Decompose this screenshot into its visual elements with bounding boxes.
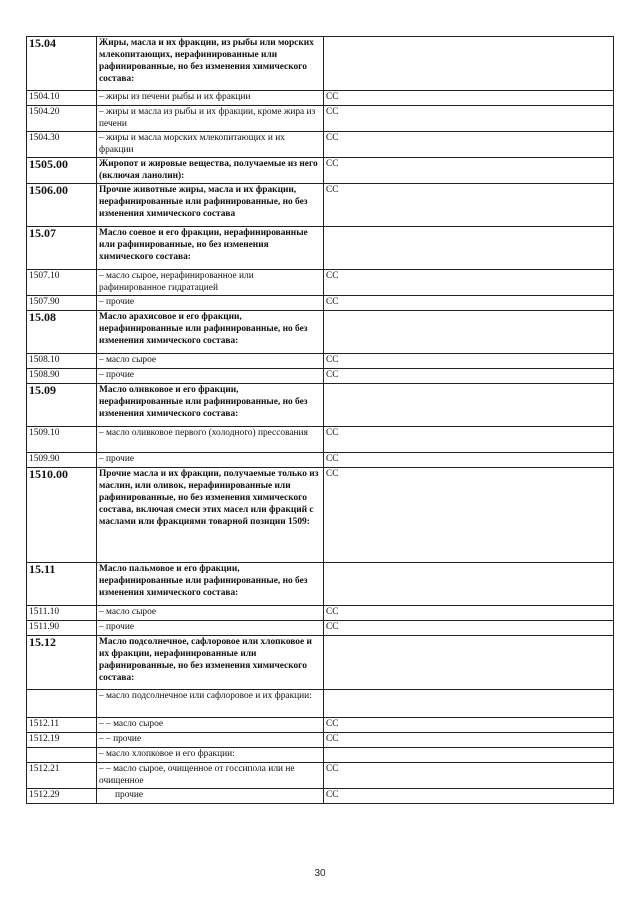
description-cell: прочие [97,789,324,804]
table-row [27,91,614,106]
code-cell [27,690,97,718]
code-cell: 1507.90 [27,296,97,311]
rule-cell: СС [324,369,614,384]
rule-cell: СС [324,621,614,636]
rule-cell: СС [324,91,614,106]
code-cell: 1512.21 [27,763,97,789]
description-cell: – – прочие [97,733,324,748]
rule-cell: СС [324,718,614,733]
table-row [27,748,614,763]
description-cell: Жиропот и жировые вещества, получаемые из него (включая ланолин): [97,158,324,184]
rule-cell [324,748,614,763]
description-cell: Прочие масла и их фракции, получаемые только из маслин, или оливок, нерафинированные или рафинированные, но без изменения химического состава, включая смеси этих масел или фракций с маслами или фракциями товарной позиции 1509: [97,468,324,563]
table-row [27,354,614,369]
code-cell: 1511.90 [27,621,97,636]
page-number: 30 [314,868,326,879]
code-cell: 15.07 [27,227,97,270]
tariff-table [26,36,614,804]
heading-row [27,37,614,91]
rule-cell: СС [324,606,614,621]
table-row [27,733,614,748]
heading-row [27,158,614,184]
description-cell: – прочие [97,621,324,636]
table-row [27,132,614,158]
rule-cell [324,311,614,354]
table-row [27,606,614,621]
heading-row [27,227,614,270]
rule-cell [324,227,614,270]
table-row [27,763,614,789]
description-cell: Масло оливковое и его фракции, нерафинированные или рафинированные, но без изменения химического состава: [97,384,324,427]
rule-cell [324,384,614,427]
table-row [27,296,614,311]
code-cell: 1506.00 [27,184,97,227]
code-cell [27,748,97,763]
description-cell: – прочие [97,453,324,468]
code-cell: 15.12 [27,636,97,690]
heading-row [27,636,614,690]
rule-cell [324,563,614,606]
code-cell: 1509.90 [27,453,97,468]
code-cell: 1509.10 [27,427,97,453]
rule-cell: СС [324,468,614,563]
description-cell: – – масло сырое, очищенное от госсипола или не очищенное [97,763,324,789]
code-cell: 1512.19 [27,733,97,748]
description-cell: – масло сырое [97,606,324,621]
description-cell: Прочие животные жиры, масла и их фракции, нерафинированные или рафинированные, но без изменения химического состава [97,184,324,227]
table-row [27,789,614,804]
rule-cell [324,636,614,690]
code-cell: 1508.90 [27,369,97,384]
code-cell: 1512.29 [27,789,97,804]
description-cell: – масло подсолнечное или сафлоровое и их фракции: [97,690,324,718]
description-cell: – масло хлопковое и его фракции: [97,748,324,763]
code-cell: 1505.00 [27,158,97,184]
rule-cell: СС [324,158,614,184]
code-cell: 1512.11 [27,718,97,733]
code-cell: 1504.30 [27,132,97,158]
rule-cell: СС [324,270,614,296]
rule-cell: СС [324,733,614,748]
rule-cell: СС [324,453,614,468]
heading-row [27,468,614,563]
description-cell: – масло сырое, нерафинированное или рафинированное гидратацией [97,270,324,296]
code-cell: 15.11 [27,563,97,606]
table-row [27,270,614,296]
description-cell: Масло арахисовое и его фракции, нерафинированные или рафинированные, но без изменения химического состава: [97,311,324,354]
code-cell: 1510.00 [27,468,97,563]
rule-cell: СС [324,184,614,227]
description-cell: – жиры и масла из рыбы и их фракции, кроме жира из печени [97,106,324,132]
tariff-table-body [27,37,614,804]
table-row [27,106,614,132]
heading-row [27,563,614,606]
code-cell: 15.09 [27,384,97,427]
description-cell: – – масло сырое [97,718,324,733]
code-cell: 1508.10 [27,354,97,369]
code-cell: 1511.10 [27,606,97,621]
code-cell: 1507.10 [27,270,97,296]
rule-cell: СС [324,763,614,789]
table-row [27,718,614,733]
code-cell: 15.08 [27,311,97,354]
description-cell: – жиры из печени рыбы и их фракции [97,91,324,106]
description-cell: – масло сырое [97,354,324,369]
rule-cell [324,37,614,91]
description-cell: – масло оливковое первого (холодного) прессования [97,427,324,453]
table-row [27,427,614,453]
rule-cell: СС [324,427,614,453]
description-cell: – жиры и масла морских млекопитающих и их фракции [97,132,324,158]
code-cell: 1504.20 [27,106,97,132]
rule-cell: СС [324,296,614,311]
code-cell: 1504.10 [27,91,97,106]
heading-row [27,384,614,427]
table-row [27,621,614,636]
heading-row [27,311,614,354]
description-cell: Масло подсолнечное, сафлоровое или хлопковое и их фракции, нерафинированные или рафинированные, но без изменения химического состава: [97,636,324,690]
table-row [27,369,614,384]
table-row [27,690,614,718]
rule-cell: СС [324,354,614,369]
description-cell: Масло соевое и его фракции, нерафинированные или рафинированные, но без изменения химического состава: [97,227,324,270]
description-cell: – прочие [97,369,324,384]
description-cell: – прочие [97,296,324,311]
rule-cell: СС [324,132,614,158]
code-cell: 15.04 [27,37,97,91]
table-row [27,453,614,468]
rule-cell: СС [324,106,614,132]
heading-row [27,184,614,227]
rule-cell: СС [324,789,614,804]
description-cell: Жиры, масла и их фракции, из рыбы или морских млекопитающих, нерафинированные или рафинированные, но без изменения химического состава: [97,37,324,91]
description-cell: Масло пальмовое и его фракции, нерафинированные или рафинированные, но без изменения химического состава: [97,563,324,606]
rule-cell [324,690,614,718]
